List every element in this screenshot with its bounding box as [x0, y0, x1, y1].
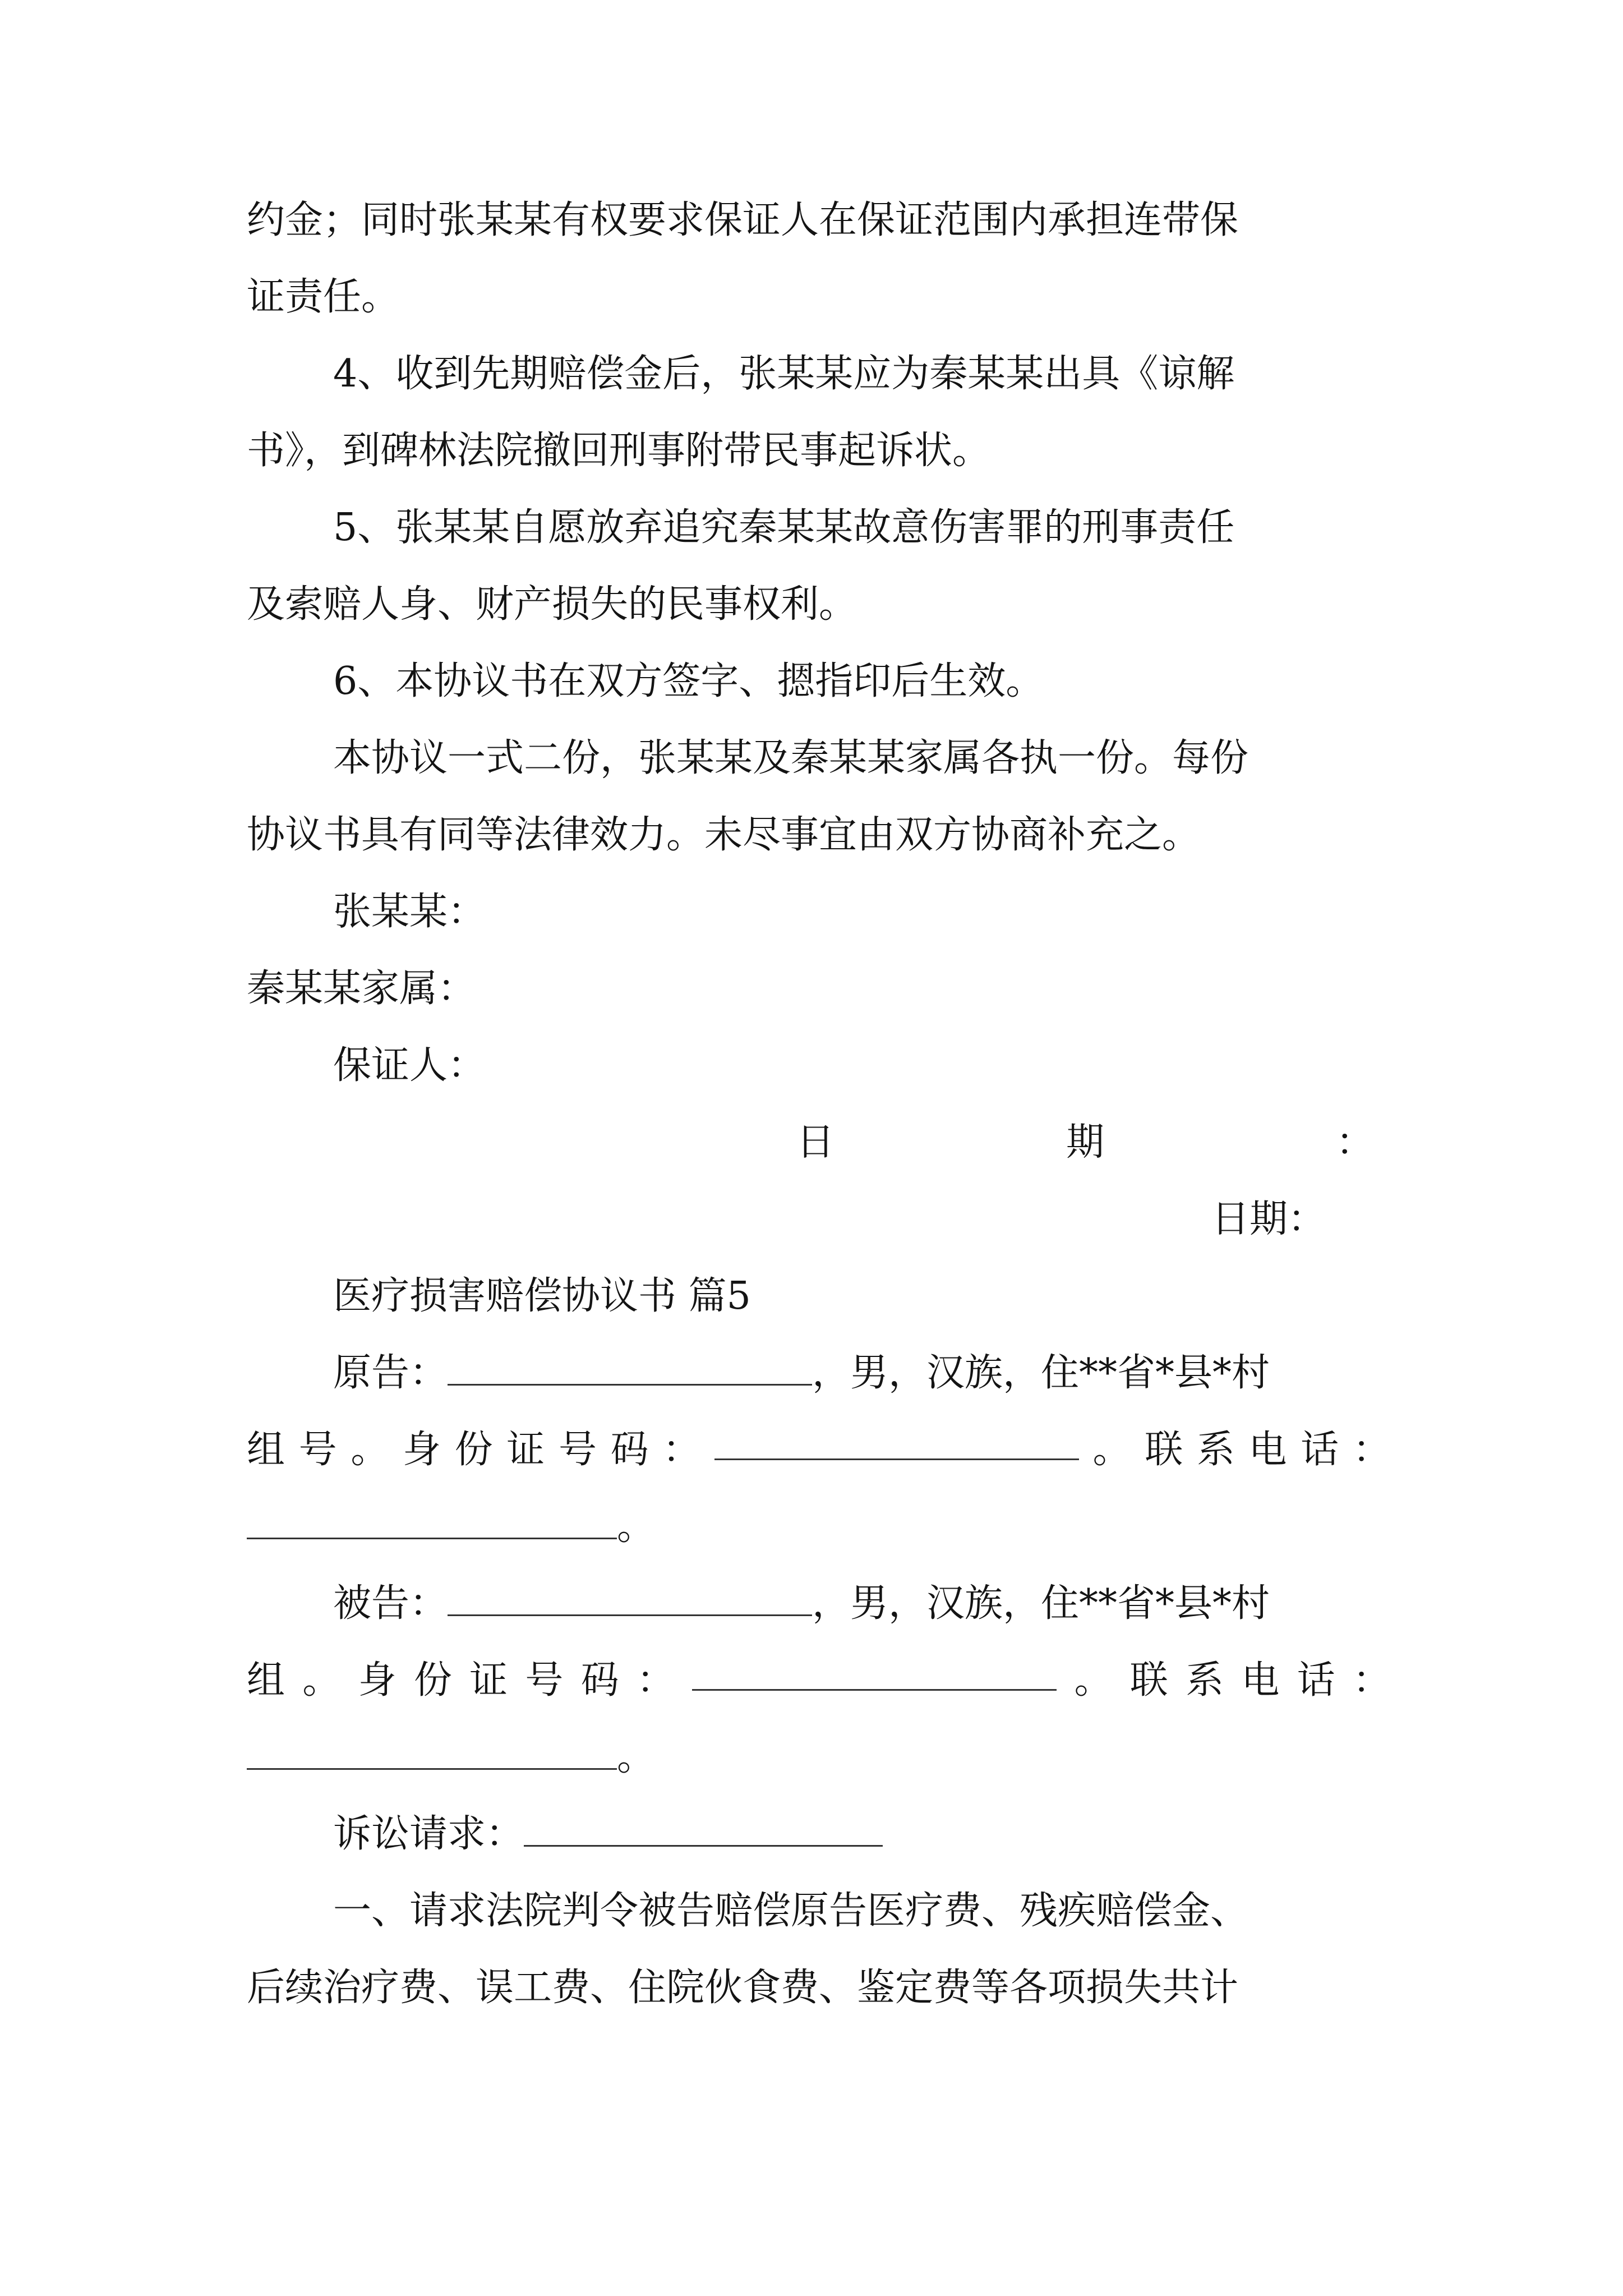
char: ： — [1352, 1428, 1391, 1472]
date-char: 期 — [1066, 1120, 1104, 1165]
char: 话 — [1297, 1658, 1335, 1703]
plaintiff-label: 原告： — [333, 1351, 448, 1395]
date-line: 日期： — [1211, 1197, 1326, 1241]
char: 组 — [247, 1658, 285, 1703]
defendant-label: 被告： — [333, 1581, 448, 1626]
char: 电 — [1241, 1658, 1280, 1703]
plaintiff-phone-line — [247, 1496, 1391, 1558]
char: 。 — [1092, 1428, 1131, 1472]
char: 。 — [302, 1658, 341, 1703]
char: ： — [636, 1658, 675, 1703]
char: 话 — [1301, 1428, 1339, 1472]
char: 。 — [351, 1428, 389, 1472]
char: ： — [662, 1428, 701, 1472]
char: 系 — [1196, 1428, 1235, 1472]
plaintiff-line — [333, 1342, 1391, 1404]
char: 号 — [525, 1658, 564, 1703]
char: 身 — [358, 1658, 396, 1703]
plaintiff-id-blank — [714, 1419, 1079, 1460]
text-line: 本协议一式二份，张某某及秦某某家属各执一份。每份 — [333, 736, 1249, 780]
plaintiff-info: ，男，汉族，住**省*县*村 — [812, 1351, 1270, 1395]
claim-item-1: 一、请求法院判令被告赔偿原告医疗费、残疾赔偿金、 — [333, 1889, 1249, 1933]
date-char: ： — [1335, 1120, 1374, 1165]
defendant-info: ，男，汉族，住**省*县*村 — [812, 1581, 1270, 1626]
plaintiff-phone-blank — [247, 1498, 617, 1539]
char: 码 — [610, 1428, 649, 1472]
signature-guarantor: 保证人： — [333, 1043, 486, 1088]
claims-blank — [524, 1806, 883, 1847]
defendant-phone-line — [247, 1727, 1391, 1788]
char: 联 — [1145, 1428, 1183, 1472]
signature-qin-family: 秦某某家属： — [247, 967, 476, 1011]
text-line: 及索赔人身、财产损失的民事权利。 — [247, 582, 857, 627]
text-line: 4、收到先期赔偿金后，张某某应为秦某某出具《谅解 — [333, 352, 1235, 396]
char: 码 — [580, 1658, 619, 1703]
plaintiff-end: 。 — [617, 1504, 656, 1549]
defendant-phone-blank — [247, 1729, 617, 1770]
date-spread-line — [796, 1112, 1374, 1174]
char: 号 — [558, 1428, 597, 1472]
claims-label: 诉讼请求： — [333, 1812, 524, 1856]
char: ： — [1352, 1658, 1391, 1703]
char: 份 — [413, 1658, 452, 1703]
char: 系 — [1186, 1658, 1224, 1703]
char: 电 — [1248, 1428, 1287, 1472]
claims-line — [333, 1803, 1391, 1865]
text-line: 协议书具有同等法律效力。未尽事宜由双方协商补充之。 — [247, 813, 1201, 857]
char: 身 — [402, 1428, 441, 1472]
defendant-id-blank — [692, 1650, 1057, 1691]
plaintiff-name-blank — [448, 1345, 812, 1386]
char: 份 — [454, 1428, 493, 1472]
char: 。 — [1074, 1658, 1113, 1703]
char: 证 — [506, 1428, 545, 1472]
text-line: 约金；同时张某某有权要求保证人在保证范围内承担连带保 — [247, 198, 1239, 242]
char: 号 — [298, 1428, 337, 1472]
plaintiff-id-line — [247, 1419, 1391, 1481]
defendant-name-blank — [448, 1575, 812, 1616]
text-line: 5、张某某自愿放弃追究秦某某故意伤害罪的刑事责任 — [333, 505, 1235, 550]
char: 联 — [1129, 1658, 1168, 1703]
defendant-id-line — [247, 1650, 1391, 1711]
section-title: 医疗损害赔偿协议书 篇5 — [333, 1274, 751, 1318]
text-line: 证责任。 — [247, 275, 400, 319]
defendant-end: 。 — [617, 1735, 656, 1779]
signature-zhang: 张某某： — [333, 890, 486, 934]
char: 组 — [247, 1428, 285, 1472]
claim-item-1-cont: 后续治疗费、误工费、住院伙食费、鉴定费等各项损失共计 — [247, 1966, 1239, 2010]
char: 证 — [469, 1658, 508, 1703]
text-line: 书》，到碑林法院撤回刑事附带民事起诉状。 — [247, 429, 991, 473]
text-line: 6、本协议书在双方签字、摁指印后生效。 — [333, 659, 1044, 703]
defendant-line — [333, 1573, 1391, 1635]
date-char: 日 — [796, 1120, 835, 1165]
